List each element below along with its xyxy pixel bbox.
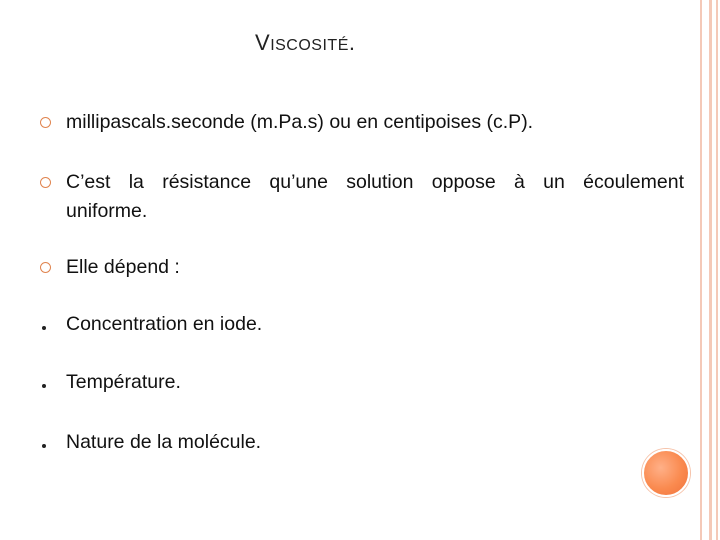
slide-title	[255, 30, 356, 56]
right-border-line	[716, 0, 718, 540]
ring-bullet-icon	[36, 108, 62, 137]
dot-bullet-icon	[36, 368, 62, 397]
list-item-text: Nature de la molécule.	[66, 431, 262, 453]
right-border-line	[709, 0, 712, 540]
list-item	[36, 428, 684, 457]
list-item	[36, 310, 684, 339]
title-rest: ISCOSITÉ	[270, 37, 349, 54]
right-border-line	[700, 0, 702, 540]
list-item	[36, 368, 684, 397]
title-first-letter: V	[255, 30, 271, 55]
list-item-text: Elle dépend :	[66, 256, 180, 278]
dot-bullet-icon	[36, 428, 62, 457]
list-item-text: Concentration en iode.	[66, 313, 263, 335]
list-item-text-line1: C’est la résistance qu’une solution oppose à un écoulement	[66, 171, 684, 193]
list-item-text-line2: uniforme.	[66, 200, 148, 222]
list-item-text: millipascals.seconde (m.Pa.s) ou en centipoises (c.P).	[66, 111, 534, 133]
ring-bullet-icon	[36, 168, 62, 197]
list-item	[36, 108, 684, 137]
ring-bullet-icon	[36, 253, 62, 282]
list-item-text: Température.	[66, 371, 181, 393]
list-item	[36, 168, 684, 226]
list-item	[36, 253, 684, 282]
dot-bullet-icon	[36, 310, 62, 339]
title-period: .	[348, 30, 356, 55]
